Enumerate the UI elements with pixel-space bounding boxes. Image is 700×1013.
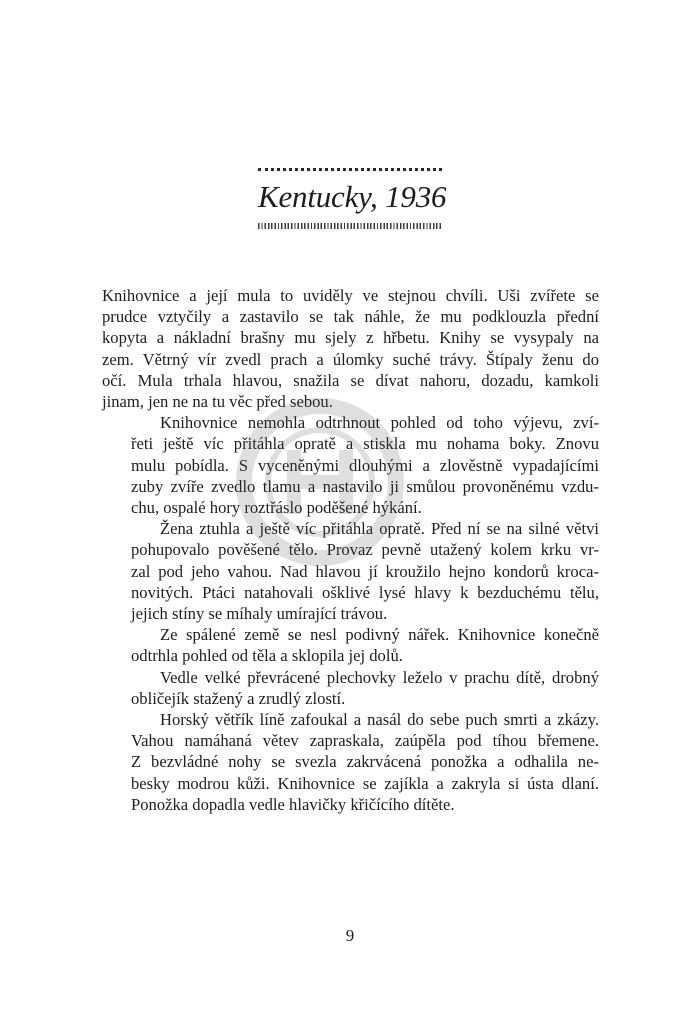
- paragraph: [102, 518, 599, 624]
- paragraph: [102, 709, 599, 815]
- body-text: [102, 285, 599, 815]
- text-line: jejich stíny se míhaly umírající trávou.: [131, 604, 388, 624]
- text-line: Horský větřík líně zafoukal a nasál do sebe puch smrti a zkázy.: [160, 710, 599, 730]
- paragraph: [102, 412, 599, 518]
- tick-rule-bottom: [258, 223, 442, 229]
- text-line: Vahou namáhaná větev zapraskala, zaúpěla pod tíhou břemene.: [131, 731, 599, 751]
- paragraph: [102, 624, 599, 666]
- text-line: Knihovnice a její mula to uviděly ve stejnou chvíli. Uši zvířete se: [102, 286, 599, 305]
- text-line: pohupovalo pověšené tělo. Provaz pevně utažený kolem krku vr-: [131, 540, 599, 560]
- text-line: Ponožka dopadla vedle hlavičky křičícího dítěte.: [131, 794, 455, 814]
- paragraph: [102, 667, 599, 709]
- text-line: chu, ospalé hory roztřáslo poděšené hýkání.: [131, 498, 422, 518]
- text-line: Ze spálené země se nesl podivný nářek. Knihovnice konečně: [160, 625, 599, 645]
- text-line: Vedle velké převrácené plechovky leželo v prachu dítě, drobný: [160, 667, 599, 687]
- text-line: odtrhla pohled od těla a sklopila jej dolů.: [131, 646, 403, 666]
- text-line: Knihovnice nemohla odtrhnout pohled od toho výjevu, zví-: [160, 413, 599, 433]
- text-line: očí. Mula trhala hlavou, snažila se dívat nahoru, dozadu, kamkoli: [102, 370, 599, 390]
- page-number: 9: [345, 926, 355, 945]
- text-line: řeti ještě víc přitáhla opratě a stiskla mu nohama boky. Znovu: [131, 434, 599, 454]
- text-line: zal pod jeho vahou. Nad hlavou jí kroužilo hejno kondorů kroca-: [131, 561, 599, 581]
- text-line: zuby zvíře zvedlo tlamu a nastavilo ji smůlou provoněnému vzdu-: [131, 476, 599, 496]
- text-line: obličejík stažený a zrudlý zlostí.: [131, 688, 346, 708]
- text-line: Z bezvládné nohy se svezla zakrvácená ponožka a odhalila ne-: [131, 752, 599, 772]
- text-line: mulu pobídla. S vyceněnými dlouhými a zlověstně vypadajícími: [131, 455, 599, 475]
- chapter-title: Kentucky, 1936: [258, 179, 447, 214]
- text-line: jinam, jen ne na tu věc před sebou.: [102, 392, 333, 412]
- chapter-heading-block: [258, 168, 447, 229]
- text-line: zem. Větrný vír zvedl prach a úlomky suché trávy. Štípaly ženu do: [102, 349, 599, 369]
- text-line: Žena ztuhla a ještě víc přitáhla opratě. Před ní se na silné větvi: [160, 519, 599, 539]
- text-line: novitých. Ptáci natahovali ošklivé lysé hlavy k bezduchému tělu,: [131, 582, 599, 602]
- text-line: besky modrou kůži. Knihovnice se zajíkla a zakryla si ústa dlaní.: [131, 773, 599, 793]
- dotted-rule-top: [258, 168, 442, 171]
- text-line: kopyta a nákladní brašny mu sjely z hřbetu. Knihy se vysypaly na: [102, 328, 599, 348]
- paragraph: [102, 285, 599, 412]
- text-line: prudce vztyčily a zastavilo se tak náhle, že mu podklouzla přední: [102, 307, 599, 327]
